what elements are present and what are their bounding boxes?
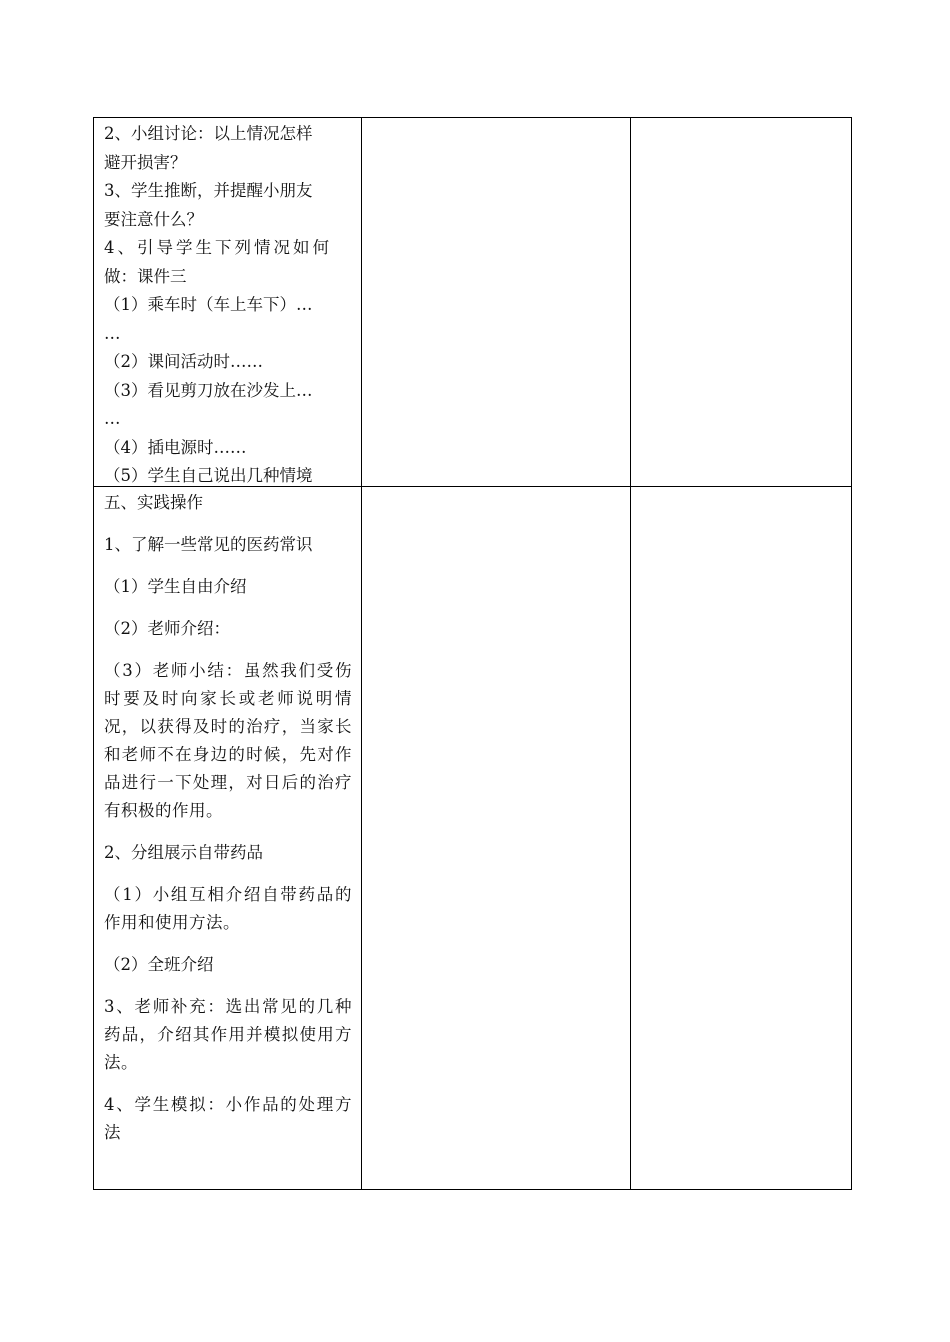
list-item: 4、引导学生下列情况如何 <box>104 238 332 257</box>
paragraph: （2）全班介绍 <box>104 955 214 974</box>
paragraph: 2、分组展示自带药品 <box>104 843 263 862</box>
list-item: （5）学生自己说出几种情境 <box>104 466 313 485</box>
list-item: 做：课件三 <box>104 266 187 286</box>
paragraph: 4、学生模拟：小作品的处理方法 <box>104 1095 352 1142</box>
list-item: 避开损害？ <box>104 152 187 172</box>
list-item: 3、学生推断，并提醒小朋友 <box>104 181 313 200</box>
paragraph: 3、老师补充：选出常见的几种药品，介绍其作用并模拟使用方法。 <box>104 997 352 1072</box>
list-item: 2、小组讨论：以上情况怎样 <box>104 124 313 143</box>
paragraph: （2）老师介绍： <box>104 619 230 638</box>
table-row <box>94 487 852 1190</box>
paragraph: （1）学生自由介绍 <box>104 577 247 596</box>
list-item: （2）课间活动时…… <box>104 352 263 371</box>
paragraph: 1、了解一些常见的医药常识 <box>104 535 313 554</box>
paragraph: （1）小组互相介绍自带药品的作用和使用方法。 <box>104 885 352 932</box>
process-cell <box>94 118 362 487</box>
notes-cell <box>631 118 852 487</box>
paragraph: （3）老师小结：虽然我们受伤时要及时向家长或老师说明情况，以获得及时的治疗，当家长和老师不在身边的时候，先对作品进行一下处理，对日后的治疗有积极的作用。 <box>104 661 352 820</box>
list-item: … <box>104 323 121 343</box>
list-item: （1）乘车时（车上车下）… <box>104 295 313 314</box>
student-activity-cell <box>362 118 631 487</box>
notes-cell <box>631 487 852 1190</box>
list-item: 要注意什么？ <box>104 209 203 229</box>
list-item: （3）看见剪刀放在沙发上… <box>104 380 313 400</box>
list-item: … <box>104 409 121 428</box>
section-heading: 五、实践操作 <box>104 493 203 512</box>
lesson-plan-table <box>93 117 852 1190</box>
process-cell <box>94 487 362 1190</box>
student-activity-cell <box>362 487 631 1190</box>
list-item: （4）插电源时…… <box>104 437 247 457</box>
table-row <box>94 118 852 487</box>
